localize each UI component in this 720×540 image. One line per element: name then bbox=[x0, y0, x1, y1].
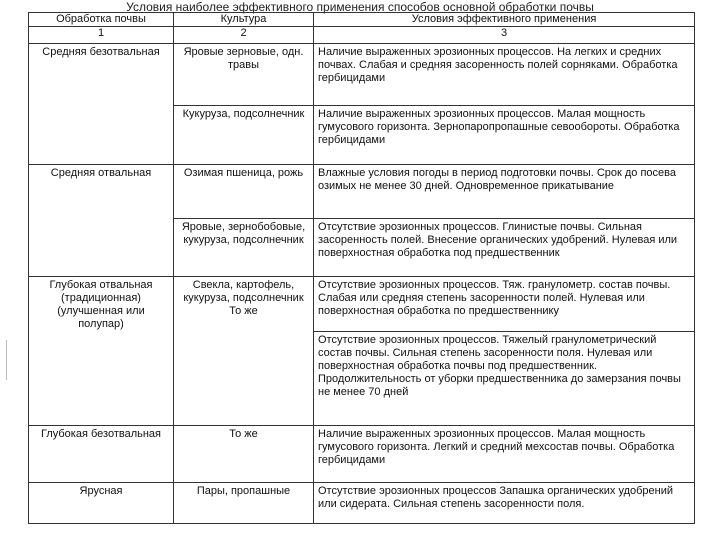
conditions-cell: Отсутствие эрозионных процессов Запашка органических удобрений или сидерата. Сильная степень засоренности поля. bbox=[314, 482, 695, 523]
header-crop: Культура bbox=[174, 13, 314, 27]
table-row bbox=[29, 277, 695, 331]
conditions-cell: Наличие выраженных эрозионных процессов. На легких и средних почвах. Слабая и средняя засоренность полей сорняками. Обработка гербицидами bbox=[314, 44, 695, 106]
column-number: 2 bbox=[174, 27, 314, 44]
header-row bbox=[29, 13, 695, 27]
column-number: 3 bbox=[314, 27, 695, 44]
header-tillage: Обработка почвы bbox=[29, 13, 174, 27]
column-number: 1 bbox=[29, 27, 174, 44]
tillage-cell: Средняя безотвальная bbox=[29, 44, 174, 165]
header-conditions: Условия эффективного применения bbox=[314, 13, 695, 27]
tillage-cell: Ярусная bbox=[29, 482, 174, 523]
crop-cell: Яровые, зернобобовые, кукуруза, подсолнечник bbox=[174, 218, 314, 277]
tillage-cell: Средняя отвальная bbox=[29, 165, 174, 277]
crop-cell: Яровые зерновые, одн. травы bbox=[174, 44, 314, 106]
conditions-cell: Наличие выраженных эрозионных процессов. Малая мощность гумусового горизонта. Легкий и средний мехсостав почвы. Обработка гербицидами bbox=[314, 426, 695, 483]
conditions-cell: Отсутствие эрозионных процессов. Тяж. гранулометр. состав почвы. Слабая или средняя степень засоренности полей. Нулевая или поверхностная обработка по предшественнику bbox=[314, 277, 695, 331]
column-number-row bbox=[29, 27, 695, 44]
page-title: Условия наиболее эффективного применения способов основной обработки почвы bbox=[126, 0, 594, 14]
tillage-cell: Глубокая отвальная (традиционная) (улучшенная или полупар) bbox=[29, 277, 174, 426]
crop-cell: То же bbox=[174, 426, 314, 483]
conditions-cell: Влажные условия погоды в период подготовки почвы. Срок до посева озимых не менее 30 дней. Одновременное прикатывание bbox=[314, 165, 695, 218]
conditions-cell: Отсутствие эрозионных процессов. Тяжелый гранулометрический состав почвы. Сильная степень засоренности поля. Нулевая или поверхностная обработка почвы под предшественник. Продолжительность от уборки предшественника до замерзания почвы не менее 70 дней bbox=[314, 331, 695, 426]
table-row bbox=[29, 165, 695, 218]
crop-cell: Пары, пропашные bbox=[174, 482, 314, 523]
tillage-table bbox=[28, 12, 695, 524]
conditions-cell: Отсутствие эрозионных процессов. Глинистые почвы. Сильная засоренность полей. Внесение органических удобрений. Нулевая или поверхностная обработка под предшественник bbox=[314, 218, 695, 277]
conditions-cell: Наличие выраженных эрозионных процессов. Малая мощность гумусового горизонта. Зернопаропропашные севообороты. Обработка гербицидами bbox=[314, 105, 695, 165]
tillage-cell: Глубокая безотвальная bbox=[29, 426, 174, 483]
crop-cell: Кукуруза, подсолнечник bbox=[174, 105, 314, 165]
table-row bbox=[29, 44, 695, 106]
crop-cell: Озимая пшеница, рожь bbox=[174, 165, 314, 218]
scan-artifact bbox=[6, 340, 7, 380]
table-row bbox=[29, 426, 695, 483]
crop-cell: Свекла, картофель, кукуруза, подсолнечник То же bbox=[174, 277, 314, 426]
table-row bbox=[29, 482, 695, 523]
